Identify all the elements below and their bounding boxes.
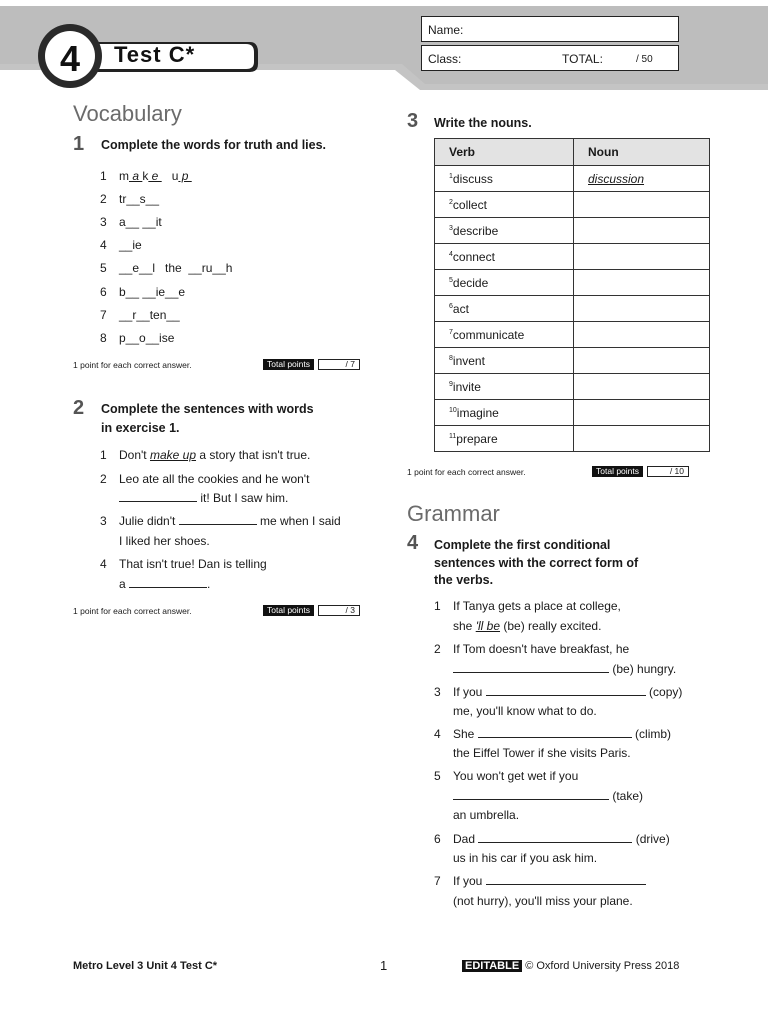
footer-course: Metro Level 3 Unit 4 Test C*	[73, 960, 218, 972]
verb-cell: $^5$decide	[435, 270, 574, 296]
noun-cell[interactable]	[574, 374, 710, 400]
noun-cell[interactable]	[574, 400, 710, 426]
test-title: Test C*	[114, 42, 196, 67]
name-field[interactable]	[421, 16, 679, 42]
ex3-total-points: Total points / 10	[592, 466, 689, 477]
noun-cell[interactable]	[574, 348, 710, 374]
ex2-item-2-blank[interactable]	[119, 489, 197, 502]
table-row	[435, 166, 710, 192]
ex4-item-2-blank[interactable]	[453, 660, 609, 673]
verb-cell: $^8$invent	[435, 348, 574, 374]
total-label: TOTAL:	[562, 52, 603, 66]
table-row	[435, 322, 710, 348]
editable-badge: EDITABLE	[462, 960, 522, 972]
table-row	[435, 244, 710, 270]
footer-copyright: EDITABLE © Oxford University Press 2018	[462, 960, 679, 972]
noun-cell[interactable]	[574, 218, 710, 244]
table-row	[435, 296, 710, 322]
table-row	[435, 426, 710, 452]
noun-cell[interactable]	[574, 296, 710, 322]
ex1-total-points: Total points / 7	[263, 359, 360, 370]
noun-cell[interactable]: discussion	[574, 166, 710, 192]
exercise-2-number: 2	[73, 397, 85, 419]
unit-number: 4	[59, 38, 81, 79]
noun-cell[interactable]	[574, 244, 710, 270]
exercise-2-title-line1: Complete the sentences with words	[101, 402, 314, 416]
verb-cell: $^{10}$imagine	[435, 400, 574, 426]
ex4-item-5-blank[interactable]	[453, 787, 609, 800]
verb-noun-table	[434, 138, 710, 452]
verb-cell: $^2$collect	[435, 192, 574, 218]
noun-cell[interactable]	[574, 270, 710, 296]
verb-cell: $^4$connect	[435, 244, 574, 270]
grammar-heading: Grammar	[407, 501, 500, 526]
table-row	[435, 192, 710, 218]
exercise-3-title: Write the nouns.	[434, 116, 532, 130]
table-row	[435, 400, 710, 426]
name-label: Name:	[428, 23, 464, 37]
ex4-item-7-blank[interactable]	[486, 872, 646, 885]
verb-cell: $^3$describe	[435, 218, 574, 244]
total-value: / 50	[636, 54, 653, 65]
ex1-points-note: 1 point for each correct answer.	[73, 360, 192, 370]
exercise-4-title-line3: the verbs.	[434, 573, 494, 587]
noun-cell[interactable]	[574, 322, 710, 348]
page-number: 1	[380, 958, 388, 973]
ex2-item-4-blank[interactable]	[129, 575, 207, 588]
exercise-1-number: 1	[73, 133, 85, 155]
vocabulary-heading: Vocabulary	[73, 101, 182, 126]
ex2-total-points: Total points / 3	[263, 605, 360, 616]
verb-cell: $^{11}$prepare	[435, 426, 574, 452]
ex2-points-note: 1 point for each correct answer.	[73, 606, 192, 616]
table-row	[435, 270, 710, 296]
exercise-4-number: 4	[407, 532, 419, 554]
ex4-item-6-blank[interactable]	[478, 830, 632, 843]
ex3-points-note: 1 point for each correct answer.	[407, 467, 526, 477]
exercise-4-title-line2: sentences with the correct form of	[434, 556, 639, 570]
verb-cell: $^1$discuss	[435, 166, 574, 192]
col-verb-header: Verb	[435, 139, 574, 166]
table-row	[435, 374, 710, 400]
verb-cell: $^9$invite	[435, 374, 574, 400]
exercise-3-number: 3	[407, 110, 419, 132]
col-noun-header: Noun	[574, 139, 710, 166]
table-row	[435, 348, 710, 374]
class-label: Class:	[428, 52, 462, 66]
exercise-1-title: Complete the words for truth and lies.	[101, 138, 327, 152]
verb-cell: $^7$communicate	[435, 322, 574, 348]
noun-cell[interactable]	[574, 192, 710, 218]
table-row	[435, 218, 710, 244]
ex4-item-3-blank[interactable]	[486, 683, 646, 696]
ex2-item-3-blank[interactable]	[179, 512, 257, 525]
ex4-item-4-blank[interactable]	[478, 725, 632, 738]
class-field[interactable]	[421, 45, 679, 71]
exercise-4-title-line1: Complete the first conditional	[434, 538, 611, 552]
noun-cell[interactable]	[574, 426, 710, 452]
exercise-2-title-line2: in exercise 1.	[101, 421, 180, 435]
verb-cell: $^6$act	[435, 296, 574, 322]
